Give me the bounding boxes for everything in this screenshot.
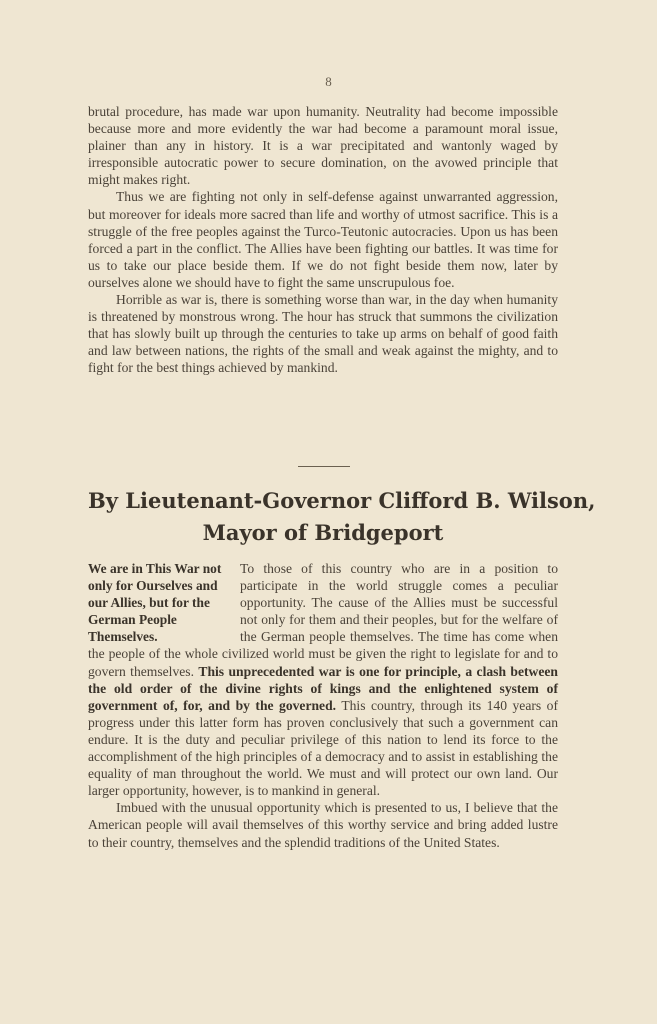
heading-line-author: By Lieutenant-Governor Clifford B. Wilson,: [88, 488, 596, 513]
margin-note: We are in This War not only for Ourselves and our Allies, but for the German People Themselves.: [88, 561, 222, 645]
paragraph: Thus we are fighting not only in self-defense against unwarranted aggression, but moreover for ideals more sacred than life and worthy of utmost sacrifice. This is a struggle of the free peoples against the Turco-Teutonic autocracies. Upon us has been forced a part in the conflict. The Allies have been fighting our battles. It was time for us to take our place beside them. If we do not fight beside them now, later by ourselves alone we should have to fight the same unscrupulous foe.: [88, 189, 558, 290]
section-divider: [298, 466, 350, 467]
article-body: [88, 560, 558, 851]
heading-line-title: Mayor of Bridgeport: [202, 520, 444, 545]
closing-paragraph: Imbued with the unusual opportunity which is presented to us, I believe that the American people will avail themselves of this worthy service and bring added lustre to their country, themselves and the splendid traditions of the United States.: [88, 800, 558, 850]
emphasized-text: This unprecedented war is one for principle, a clash between the old order of the divine rights of kings and the enlightened system of government of, for, and by the governed.: [88, 663, 558, 713]
body-text: To those of this country who are in a position to participate in the world struggle comes a peculiar opportunity. The cause of the Allies must be successful not only for them and their peoples, but for the welfare of the German people themselves. The time has come when the people of the whole civilized world must be given the right to legislate for and to govern themselves.: [88, 561, 558, 679]
paragraph: Horrible as war is, there is something worse than war, in the day when humanity is threatened by monstrous wrong. The hour has struck that summons the civilization that has slowly built up through the centuries to take up arms on behalf of good faith and law between nations, the rights of the small and weak against the mighty, and to fight for the best things achieved by mankind.: [88, 292, 558, 376]
article-paragraph: [88, 560, 558, 799]
section-heading: [88, 485, 596, 549]
page-number: 8: [325, 74, 332, 89]
paragraph: brutal procedure, has made war upon humanity. Neutrality had become impossible because more and more evidently the war had become a paramount moral issue, plainer than any in history. It is a war precipitated and wantonly waged by irresponsible autocratic power to secure domination, on the avowed principle that might makes right.: [88, 104, 558, 188]
body-text-continued: This country, through its 140 years of progress under this latter form has proven conclusively that such a government can endure. It is the duty and peculiar privilege of this nation to lend its force to the accomplishment of the high principles of a democracy and to assist in establishing the equality of man throughout the world. We must and will protect our own land. Our larger opportunity, however, is to mankind in general.: [88, 697, 558, 799]
continued-text: [88, 103, 558, 377]
